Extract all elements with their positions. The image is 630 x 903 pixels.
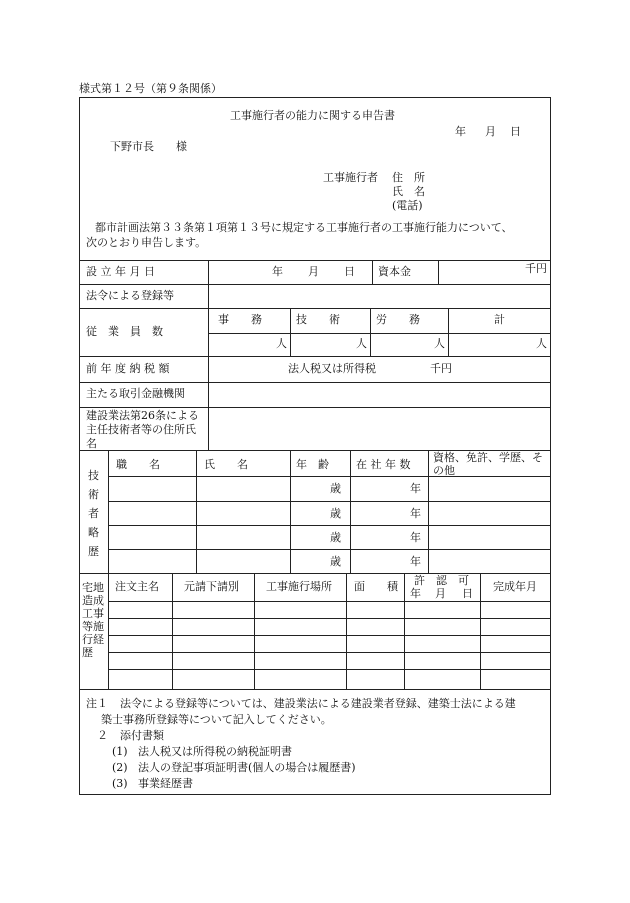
tech-age-unit: 歳 xyxy=(330,507,341,520)
rule xyxy=(108,635,550,636)
form-number: 様式第１２号（第９条関係） xyxy=(79,82,222,95)
attachment-text: 事業経歴書 xyxy=(138,777,193,790)
note2-label: ２ xyxy=(97,729,108,742)
employees-labor-unit: 人 xyxy=(434,337,445,350)
tech-year-unit: 年 xyxy=(410,555,421,568)
tax-unit: 千円 xyxy=(430,362,452,375)
applicant-name-label: 氏 名 xyxy=(392,185,425,198)
employees-tech-header: 技 術 xyxy=(296,313,340,326)
rule xyxy=(208,308,209,356)
rule xyxy=(208,333,550,334)
capital-label: 資本金 xyxy=(378,265,411,278)
tech-age-unit: 歳 xyxy=(330,531,341,544)
employees-label: 従 業 員 数 xyxy=(86,325,163,338)
chief-engineer-label: 建設業法第26条による主任技術者等の住所氏名 xyxy=(86,409,199,450)
exp-header-location: 工事施行場所 xyxy=(266,580,332,593)
attachment-text: 法人の登記事項証明書(個人の場合は履歴書) xyxy=(138,761,356,774)
exp-header-permit-year: 年 xyxy=(410,587,421,600)
note1-label: 注１ xyxy=(86,697,108,710)
date-year-label: 年 xyxy=(455,125,466,138)
rule xyxy=(108,501,550,502)
rule xyxy=(208,356,209,382)
exp-header-area: 面 積 xyxy=(354,580,398,593)
tech-header-post: 職 名 xyxy=(116,458,160,471)
rule xyxy=(108,525,550,526)
rule xyxy=(208,260,209,284)
rule xyxy=(208,407,209,450)
date-day-label: 日 xyxy=(510,125,521,138)
employees-total-header: 計 xyxy=(494,313,505,326)
established-month-unit: 月 xyxy=(308,265,319,278)
tax-type-text: 法人税又は所得税 xyxy=(288,362,376,375)
note1-continuation: 築士事務所登録等について記入してください。 xyxy=(101,713,332,726)
rule xyxy=(428,450,429,573)
experience-section-label: 宅地造成工事等施行経歴 xyxy=(82,581,104,659)
attachment-number: (3) xyxy=(112,777,128,790)
established-date-label: 設 立 年 月 日 xyxy=(86,265,155,278)
established-year-unit: 年 xyxy=(272,265,283,278)
rule xyxy=(80,407,550,408)
rule xyxy=(108,669,550,670)
rule xyxy=(80,308,550,309)
tech-header-qualification: 資格、免許、学歴、その他 xyxy=(433,451,543,477)
rule xyxy=(346,573,347,689)
employees-tech-unit: 人 xyxy=(356,337,367,350)
form-title: 工事施行者の能力に関する申告書 xyxy=(230,109,395,122)
date-month-label: 月 xyxy=(485,125,496,138)
tech-header-name: 氏 名 xyxy=(204,458,248,471)
rule xyxy=(438,260,439,284)
employees-labor-header: 労 務 xyxy=(376,313,420,326)
exp-header-client: 注文主名 xyxy=(115,580,159,593)
registration-label: 法令による登録等 xyxy=(86,289,174,302)
rule xyxy=(108,618,550,619)
addressee: 下野市長 様 xyxy=(110,140,187,153)
technicians-section-label: 技術者略歴 xyxy=(88,469,99,558)
rule xyxy=(350,450,351,573)
tax-label: 前 年 度 納 税 額 xyxy=(86,362,170,375)
employees-office-header: 事 務 xyxy=(218,313,262,326)
attachment-text: 法人税又は所得税の納税証明書 xyxy=(138,745,292,758)
rule xyxy=(290,308,291,356)
rule xyxy=(108,573,109,689)
rule xyxy=(172,573,173,689)
exp-header-completion: 完成年月 xyxy=(493,580,537,593)
employees-office-unit: 人 xyxy=(276,337,287,350)
rule xyxy=(404,573,405,689)
rule xyxy=(80,382,550,383)
tech-year-unit: 年 xyxy=(410,531,421,544)
exp-header-permit-day: 日 xyxy=(462,587,473,600)
rule xyxy=(108,601,550,602)
tech-age-unit: 歳 xyxy=(330,482,341,495)
note2-text: 添付書類 xyxy=(120,729,164,742)
rule xyxy=(196,450,197,573)
applicant-phone-label: (電話) xyxy=(392,199,423,212)
declaration-line-1: 都市計画法第３３条第１項第１３号に規定する工事施行者の工事施行能力について、 xyxy=(95,221,513,234)
tech-header-tenure: 在 社 年 数 xyxy=(356,458,411,471)
rule xyxy=(448,308,449,356)
capital-unit: 千円 xyxy=(525,262,547,275)
attachment-number: (2) xyxy=(112,761,128,774)
rule xyxy=(80,260,550,261)
declaration-line-2: 次のとおり申告します。 xyxy=(86,236,207,249)
applicant-address-label: 住 所 xyxy=(392,171,425,184)
bank-label: 主たる取引金融機関 xyxy=(86,387,185,400)
note1-text: 法令による登録等については、建設業法による建設業者登録、建築士法による建 xyxy=(120,697,516,710)
tech-header-age: 年 齢 xyxy=(296,458,329,471)
rule xyxy=(108,450,109,573)
rule xyxy=(80,689,550,690)
exp-header-permit: 許 認 可 xyxy=(414,574,469,587)
rule xyxy=(208,284,209,308)
rule xyxy=(108,652,550,653)
rule xyxy=(208,382,209,407)
rule xyxy=(254,573,255,689)
application-form xyxy=(79,97,551,795)
rule xyxy=(108,549,550,550)
employees-total-unit: 人 xyxy=(536,337,547,350)
rule xyxy=(80,284,550,285)
rule xyxy=(370,308,371,356)
tech-year-unit: 年 xyxy=(410,482,421,495)
rule xyxy=(372,260,373,284)
rule xyxy=(80,356,550,357)
applicant-label: 工事施行者 xyxy=(323,171,378,184)
established-day-unit: 日 xyxy=(344,265,355,278)
exp-header-contract-type: 元請下請別 xyxy=(184,580,239,593)
tech-age-unit: 歳 xyxy=(330,555,341,568)
tech-year-unit: 年 xyxy=(410,507,421,520)
rule xyxy=(480,573,481,689)
attachment-number: (1) xyxy=(112,745,128,758)
exp-header-permit-month: 月 xyxy=(435,587,446,600)
rule xyxy=(290,450,291,573)
